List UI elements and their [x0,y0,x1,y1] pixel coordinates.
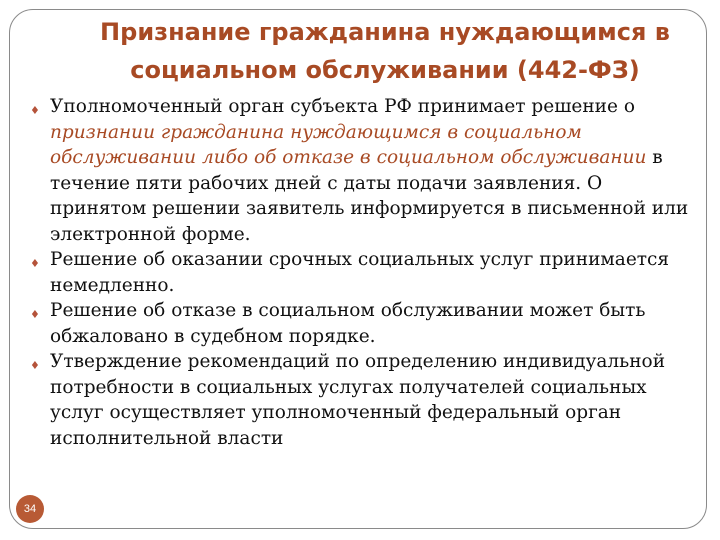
bullet-item [26,298,702,349]
slide-title: Признание гражданина нуждающимся в социальном обслуживании (442-ФЗ) [100,18,670,84]
diamond-bullet-icon: ♦ [30,308,40,321]
diamond-bullet-icon: ♦ [30,359,40,372]
bullet-text: Решение об оказании срочных социальных услуг принимается немедленно. [50,249,670,296]
page-number-badge: 34 [16,495,44,523]
bullet-text-continued: в течение пяти рабочих дней с даты подачи заявления. О принятом решении заявитель информируется в письменной или электронной форме. [50,147,689,245]
bullet-text: Решение об отказе в социальном обслуживании может быть обжаловано в судебном порядке. [50,300,646,347]
diamond-bullet-icon: ♦ [30,257,40,270]
bullet-emphasis-text: признании гражданина нуждающимся в социальном обслуживании либо об отказе в социальном обслуживании [50,121,647,168]
bullet-text: Уполномоченный орган субъекта РФ принимает решение о [50,96,635,117]
bullet-list [26,94,702,451]
bullet-item [26,349,702,451]
bullet-item [26,94,702,247]
diamond-bullet-icon: ♦ [30,104,40,117]
bullet-text: Утверждение рекомендаций по определению индивидуальной потребности в социальных услугах получателей социальных услуг осуществляет уполномоченный федеральный орган исполнительной власти [50,351,666,449]
bullet-item [26,247,702,298]
